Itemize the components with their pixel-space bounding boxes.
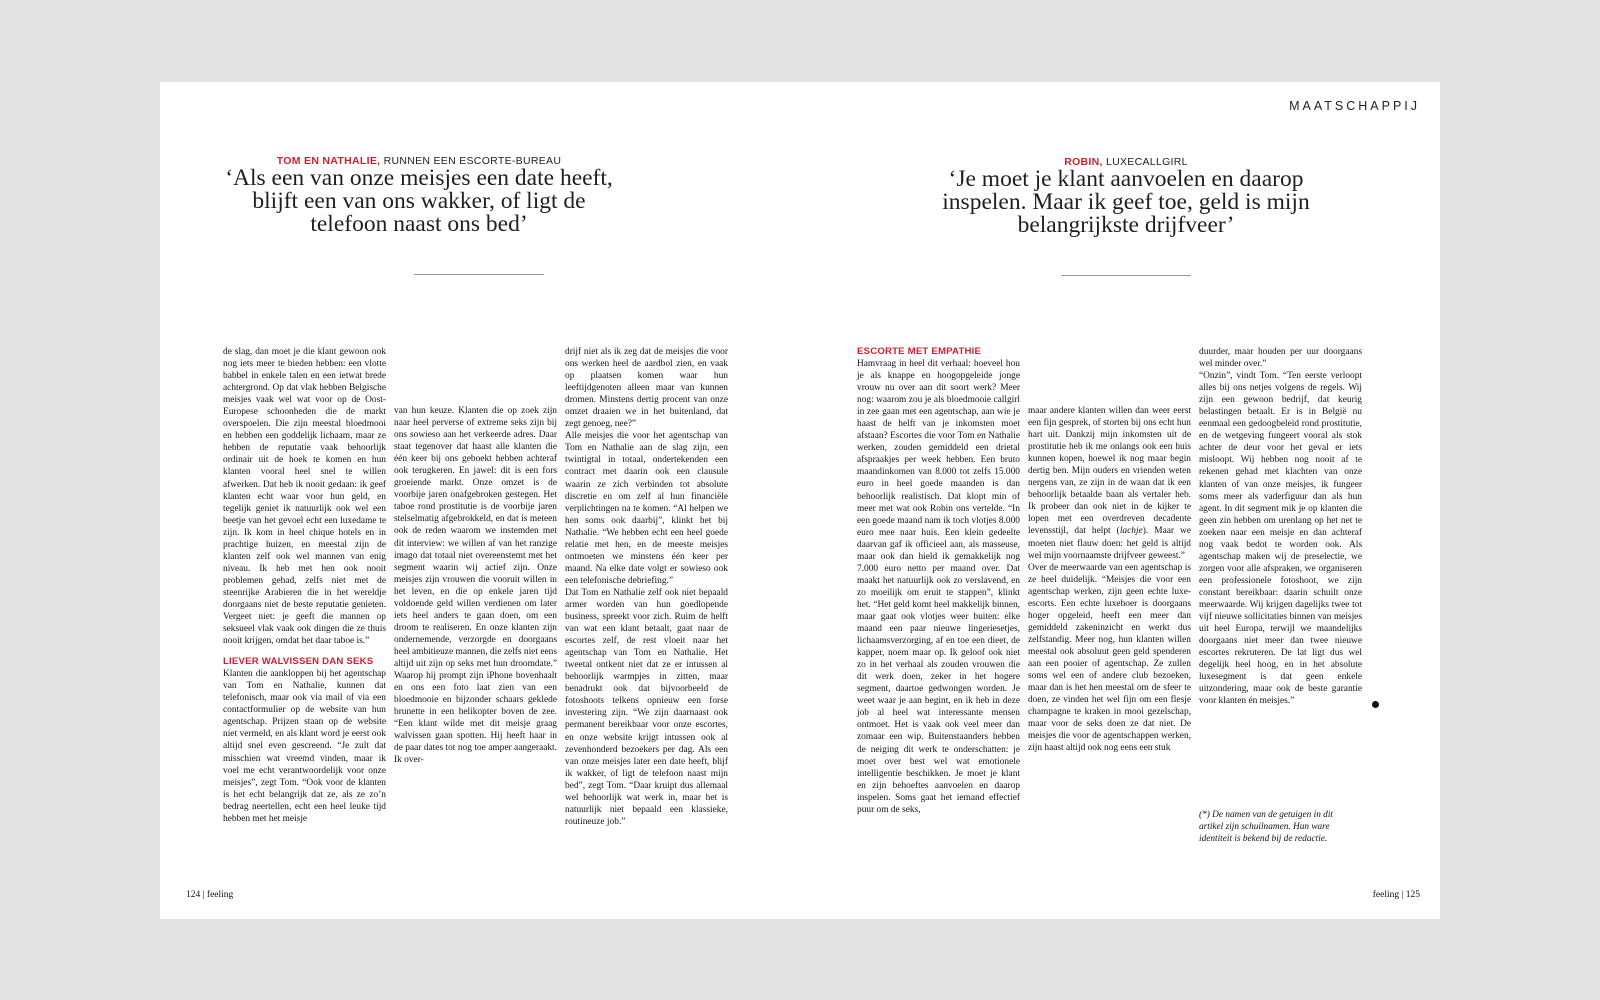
- body-paragraph: Alle meisjes die voor het agentschap van Tom en Nathalie aan de slag zijn, een twintigtal in totaal, ondertekenden een contract met daarin ook een clausule waarin ze zich verbinden tot absolute discretie en om zelf al hun financiële verplichtingen na te komen. “Al helpen we hen soms ook daarbij”, klinkt het bij Nathalie. “We hebben echt een heel goede relatie met hen, en de meeste meisjes ontmoeten we minstens één keer per maand. Na elke date volgt er sowieso ook een telefonische debriefing.”: [565, 431, 728, 586]
- right-column-3: [1199, 346, 1362, 707]
- body-paragraph: Klanten die aankloppen bij het agentschap van Tom en Nathalie, kunnen dat telefonisch, maar ook via mail of via een contactformulier op de website van hun agentschap. Prijzen staan op de website niet vermeld, en als klant word je eerst ook altijd snel even gescreend. “Je zult dat misschien wat vreemd vinden, maar ik voel me echt verantwoordelijk voor onze meisjes”, zegt Tom. “Ook voor de klanten is het echt belangrijk dat ze, als ze zo’n bedrag neertellen, echt een heel leuke tijd hebben met het meisje: [223, 669, 386, 824]
- magazine-spread: [160, 82, 1440, 919]
- subheading: ESCORTE MET EMPATHIE: [857, 346, 982, 357]
- right-column-2: [1028, 405, 1191, 754]
- body-paragraph: de slag, dan moet je die klant gewoon ook nog iets meer te bieden hebben: een vlotte babbel in enkele talen en een ietwat brede achtergrond. Op dat vlak hebben Belgische meisjes vaak wel wat voor op de Oost-Europese schoonheden die de markt overspoelen. Die zijn meestal bloedmooi en hebben een goddelijk lichaam, maar ze hebben de reputatie vaak behoorlijk ordinair uit de hoek te komen en hun klanten vooral heel snel te willen afwerken. Dat heb ik nooit gedaan: ik geef klanten echt waar voor hun geld, en tegelijk geniet ik natuurlijk ook wel een beetje van het gevoel echt een luxedame te zijn. Ik kom in heel chique hotels en in prachtige huizen, en meestal zijn de klanten zelf ook wel mannen van enig niveau. Ik heb met hen ook nooit problemen gehad, zelfs niet met de steenrijke Arabieren die in het wereldje doorgaans niet de beste reputatie genieten. Vergeet niet: je geeft die mannen op seksueel vlak vaak ook dingen die ze thuis nooit krijgen, omdat het daar taboe is.”: [223, 347, 386, 647]
- left-page-folio: 124 | feeling: [186, 890, 234, 900]
- footnote: (*) De namen van de getuigen in dit artikel zijn schuilnamen. Hun ware identiteit is bekend bij de redactie.: [1199, 810, 1333, 844]
- body-paragraph: Over de meerwaarde van een agentschap is ze heel duidelijk. “Meisjes die voor een agentschap werken, zijn geen echte luxe-escorts. Een echte luxehoer is doorgaans hoger opgeleid, heeft een meer dan gemiddeld zakeninzicht en werkt dus zelfstandig. Meer nog, hun klanten willen meestal ook absoluut geen geld spenderen aan een pooier of agentschap. Ze zullen soms wel een of andere club bezoeken, maar dan is het hen meestal om de sfeer te doen, ze vinden het wel fijn om een flesje champagne te kraken in mooi gezelschap, maar voor de seks doen ze dat niet. De meisjes die voor de agentschappen werken, zijn haast altijd ook nog eens een stuk: [1028, 562, 1191, 754]
- end-of-article-bullet: [1372, 701, 1379, 708]
- left-pull-quote: ‘Als een van onze meisjes een date heeft, blijft een van ons wakker, of ligt de telefoon naast ons bed’: [225, 165, 613, 237]
- body-paragraph: duurder, maar houden per uur doorgaans wel minder over.”: [1199, 347, 1362, 370]
- section-label: MAATSCHAPPIJ: [1289, 99, 1420, 113]
- body-paragraph: Hamvraag in heel dit verhaal: hoeveel hou je als knappe en hoogopgeleide jonge vrouw nu over aan dit soort werk? Meer nog: waarom zou je als bloedmooie callgirl in zee gaan met een agentschap, aan wie je haast de helft van je inkomsten moet afstaan? Escortes die voor Tom en Nathalie werken, zouden gemiddeld een drietal afspraakjes per week hebben. Een bruto maandinkomen van 8.000 tot zelfs 15.000 euro in heel goede maanden is dan behoorlijk realistisch. Dat klopt min of meer met wat ook Robin ons vertelde. “In een goede maand nam ik toch vlotjes 8.000 euro mee naar huis. Een klein gedeelte daarvan gaf ik officieel aan, als masseuse, maar ook dan hield ik gemakkelijk nog 7.000 euro netto per maand over. Dat maakt het natuurlijk ook zo verslavend, en zo moeilijk om eruit te stappen”, klinkt het. “Het geld komt heel makkelijk binnen, maar gaat ook vlotjes weer buiten: elke maand een paar nieuwe lingeriesetjes, lichaamsverzorging, af en toe een dieet, de kapper, noem maar op. Ik geloof ook niet zo in het verhaal als zouden vrouwen die dit werk doen, zeker in het hogere segment, daartoe gedwongen worden. Je weet waar je aan begint, en ik heb in deze job al heel wat interessante mensen ontmoet. Het is vaak ook veel meer dan zomaar een wip. Buitenstaanders hebben de neiging dit werk te onderschatten: je moet over best wel wat emotionele intelligentie beschikken. Je moet je klant en zijn behoeftes aanvoelen en daarop inspelen. Soms gaat het iemand effectief puur om de seks,: [857, 359, 1020, 815]
- right-kicker-role: LUXECALLGIRL: [1105, 156, 1188, 168]
- right-kicker-name: ROBIN,: [1064, 156, 1103, 168]
- right-quote-rule: [1061, 275, 1191, 276]
- right-pull-quote: ‘Je moet je klant aanvoelen en daarop inspelen. Maar ik geef toe, geld is mijn belangrijkste drijfveer’: [942, 166, 1310, 238]
- right-page-folio: feeling | 125: [1372, 890, 1420, 900]
- left-quote-rule: [414, 274, 544, 275]
- left-kicker-role: RUNNEN EEN ESCORTE-BUREAU: [383, 155, 562, 167]
- body-paragraph: van hun keuze. Klanten die op zoek zijn naar heel perverse of extreme seks zijn bij ons sowieso aan het verkeerde adres. Daar staat tegenover dat haast alle klanten die één keer bij ons geboekt hebben achteraf ook terugkeren. En jawel: dit is een fors groeiende markt. Onze omzet is de voorbije jaren onafgebroken gestegen. Het taboe rond prostitutie is de voorbije jaren stelselmatig afgebrokkeld, en dat is meteen ook de reden waarom we instemden met dit interview: we willen af van het ranzige imago dat totaal niet overeenstemt met het segment waarin wij actief zijn. Onze meisjes zijn vrouwen die vooruit willen in het leven, en die op enkele jaren tijd voldoende geld willen verdienen om later iets heel anders te gaan doen, om een droom te realiseren. En onze klanten zijn ondernemende, verzorgde en doorgaans heel ambitieuze mannen, die zelfs niet eens altijd uit zijn op seks met hun droomdate.” Waarop hij prompt zijn iPhone bovenhaalt en ons een foto laat zien van een bloedmooie en bijzonder schaars geklede brunette in een helikopter boven de zee. “Een klant wilde met dit meisje graag walvissen gaan spotten. Hij heeft haar in de paar dates tot nog toe amper aangeraakt. Ik over-: [394, 406, 557, 766]
- body-paragraph: drijf niet als ik zeg dat de meisjes die voor ons werken heel de aardbol zien, en vaak op plaatsen komen waar hun leeftijdgenoten alleen maar van kunnen dromen. Minstens dertig procent van onze omzet draaien we in het buitenland, dat zegt genoeg, nee?”: [565, 347, 728, 430]
- left-kicker-name: TOM EN NATHALIE,: [276, 155, 381, 167]
- body-paragraph: maar andere klanten willen dan weer eerst een fijn gesprek, of storten bij ons echt hun hart uit. Dankzij mijn inkomsten uit de prostitutie heb ik me onlangs ook een huis kunnen kopen, hoewel ik nog maar begin dertig ben. Mijn ouders en vrienden weten nergens van, ze zijn in de waan dat ik een behoorlijk betaalde baan als vertaler heb. Ik probeer dan ook niet in de kijker te lopen met een overdreven decadente levensstijl, dat helpt (lachje). Maar we moeten niet flauw doen: het geld is altijd wel mijn voornaamste drijfveer geweest.”: [1028, 406, 1191, 561]
- subheading: LIEVER WALVISSEN DAN SEKS: [223, 656, 374, 668]
- body-paragraph: Dat Tom en Nathalie zelf ook niet bepaald armer worden van hun goedlopende business, spreekt voor zich. Ruim de helft van wat een klant betaalt, gaat naar de escortes zelf, de rest vloeit naar het agentschap van Tom en Nathalie. Het tweetal ontkent niet dat ze er intussen al behoorlijk warmpjes in zitten, maar benadrukt ook dat bijvoorbeeld de fotoshoots telkens opnieuw een forse investering zijn. “We zijn daarnaast ook permanent bereikbaar voor onze escortes, en onze website krijgt intussen ook al zevenhonderd bezoekers per dag. Als een van onze meisjes later een date heeft, blijf ik wakker, of ligt de telefoon naast mijn bed”, zegt Tom. “Daar kruipt dus allemaal wel behoorlijk wat werk in, maar het is natuurlijk niet bepaald een klassieke, routineuze job.”: [565, 587, 728, 827]
- left-column-3: [565, 346, 728, 828]
- right-column-1: [857, 346, 1020, 816]
- left-column-2: [394, 405, 557, 766]
- left-column-1: [223, 346, 386, 825]
- body-paragraph: “Onzin”, vindt Tom. “Ten eerste verloopt alles bij ons netjes volgens de regels. Wij zijn een gewoon bedrijf, dat keurig belastingen betaalt. Er is in België nu eenmaal een gedoogbeleid rond prostitutie, en de wetgeving fungeert vooral als stok achter de deur voor het geval er iets misloopt. Wij hebben nog nooit af te rekenen gehad met klachten van onze klanten of van onze meisjes, ik fungeer soms meer als vaderfiguur dan als hun agent. In dit segment mik je op klanten die geen zin hebben om urenlang op het net te zoeken naar een meisje en dan achteraf nog vaak bedot te worden ook. Als agentschap maken wij de preselectie, we zorgen voor alle afspraken, we organiseren een professionele fotoshoot, we zijn constant bereikbaar: daarin schuilt onze meerwaarde. Wij krijgen dagelijks twee tot vijf nieuwe sollicitaties binnen van meisjes uit heel Europa, terwijl we maandelijks doorgaans niet meer dan twee nieuwe escortes rekruteren. De lat ligt dus wel degelijk heel hoog, en in het absolute luxesegment is dat geen enkele uitzondering, maar ook de beste garantie voor klanten én meisjes.”: [1199, 371, 1362, 707]
